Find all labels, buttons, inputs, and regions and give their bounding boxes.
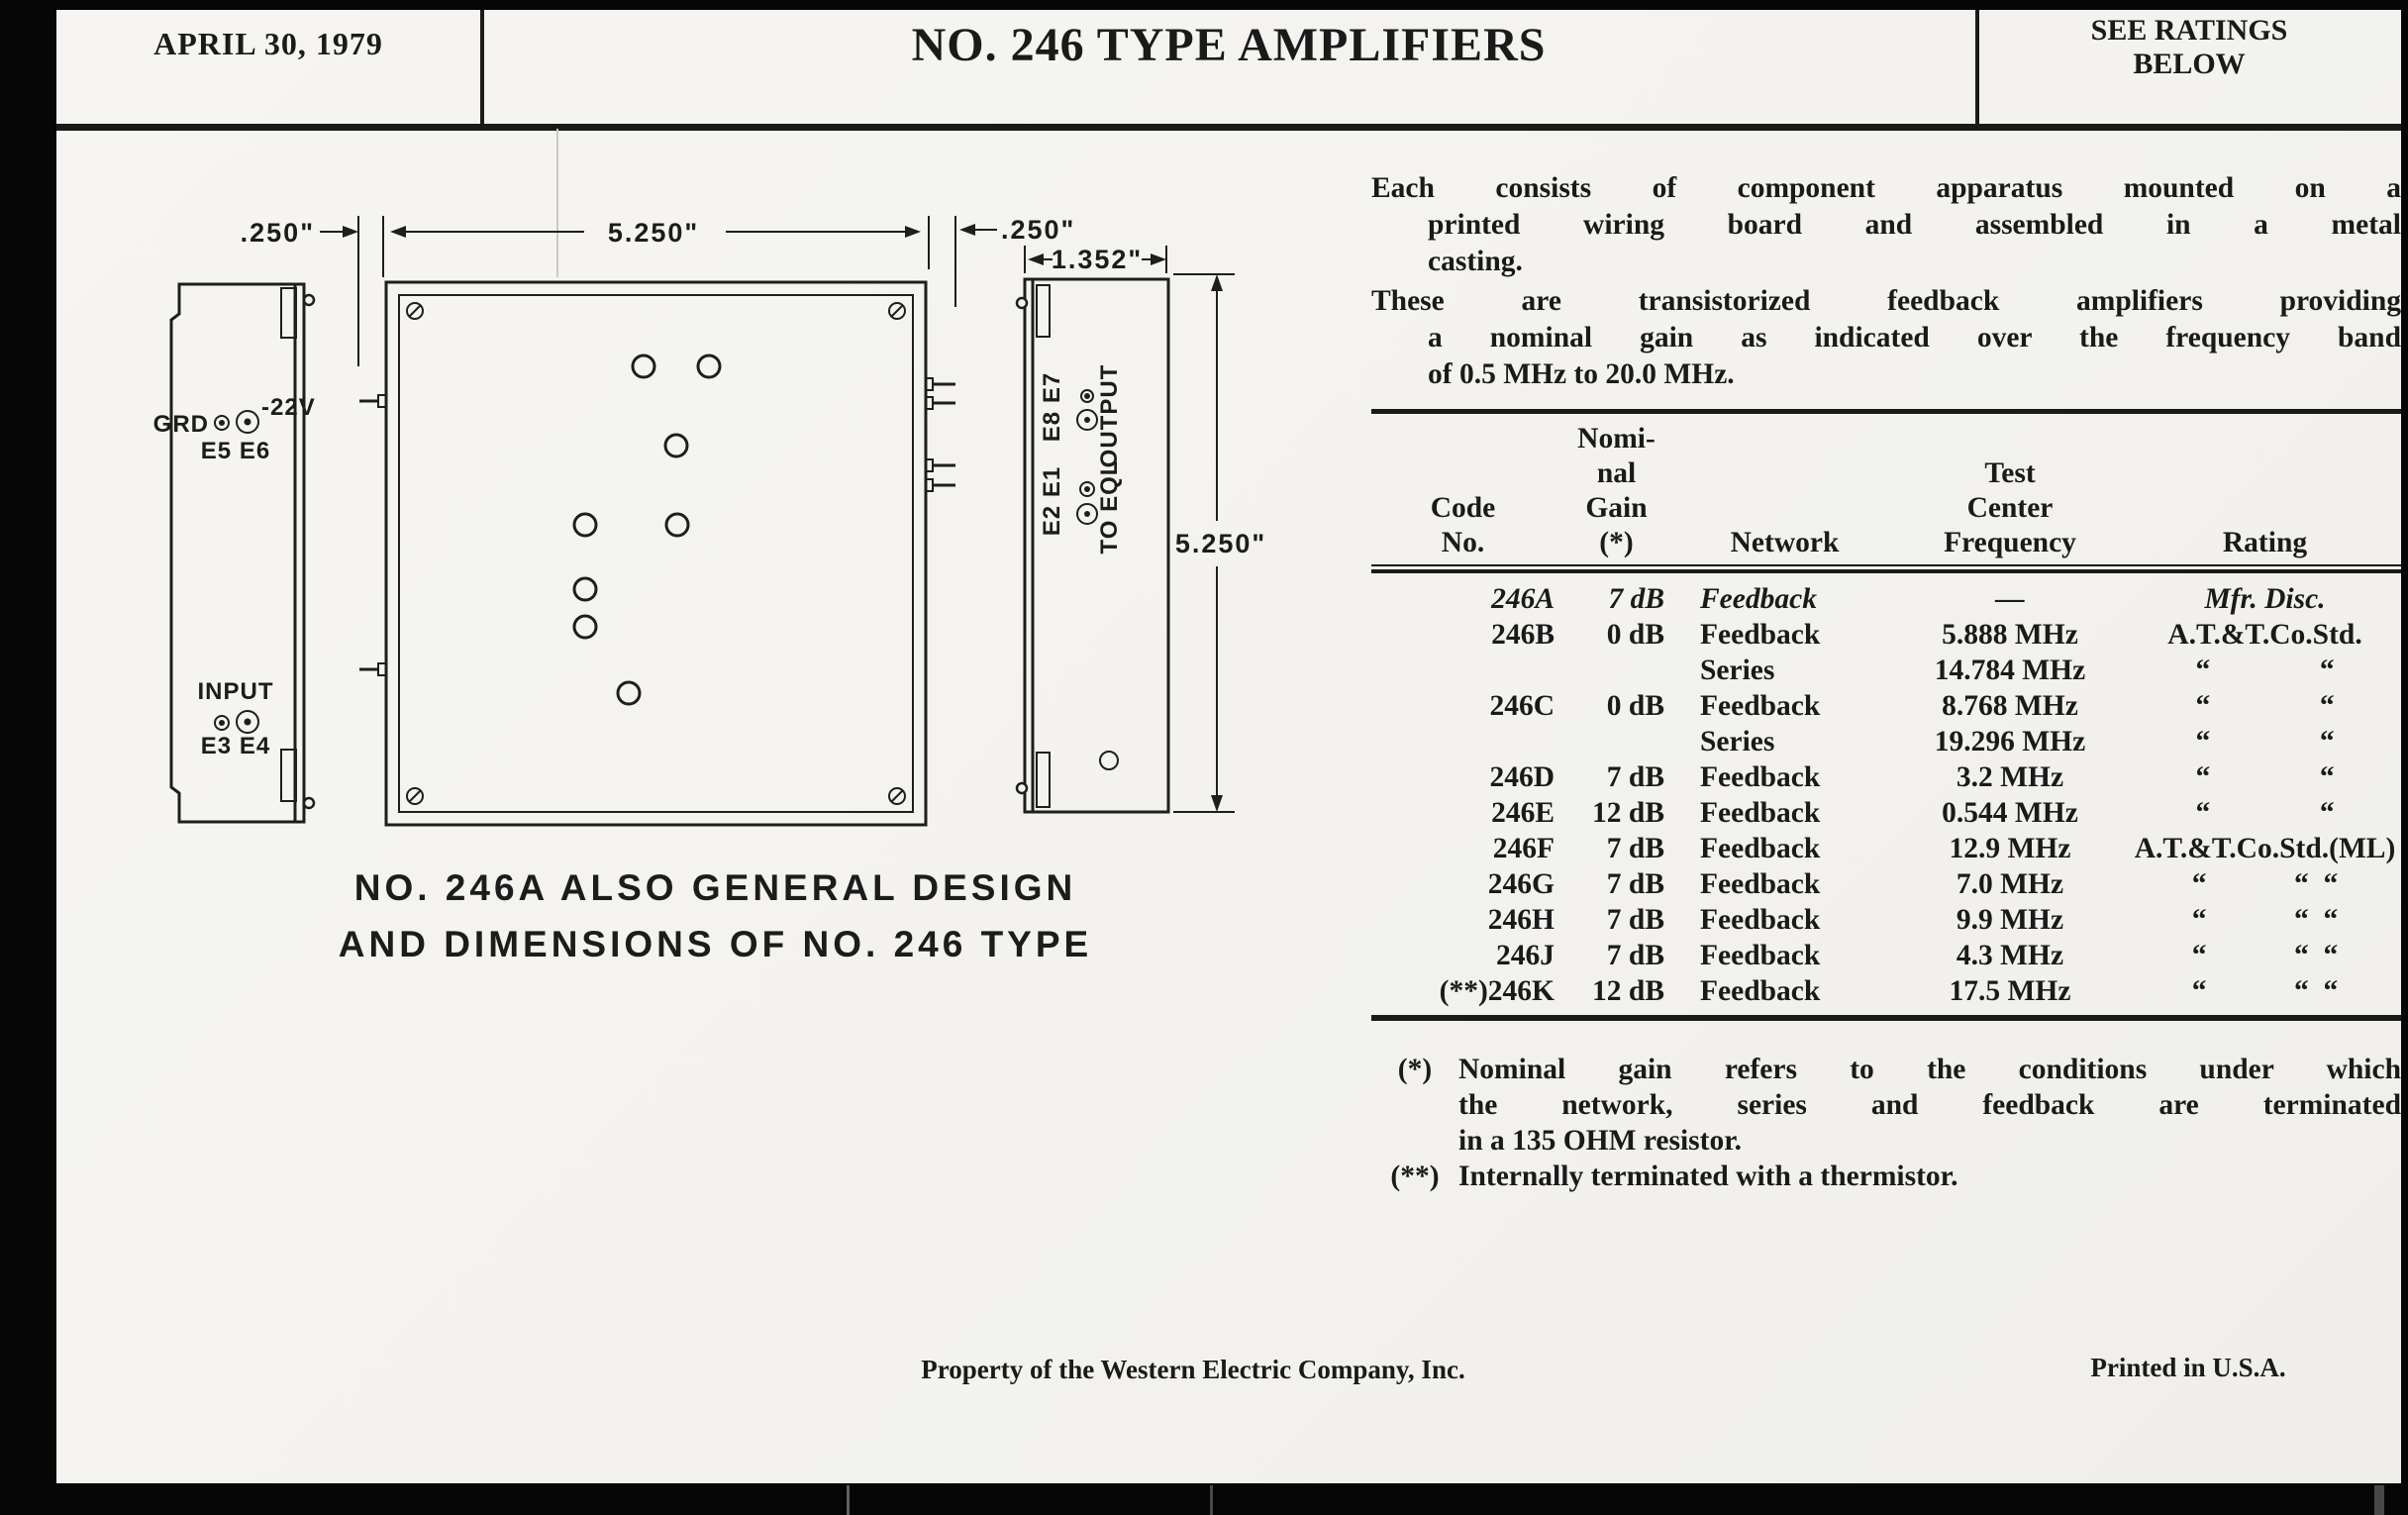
right-edge-pins bbox=[926, 378, 955, 491]
table-row: 246B 0 dB Feedback 5.888 MHz A.T.&T.Co.Std. bbox=[1491, 619, 2362, 651]
table-row: 246C 0 dB Feedback 8.768 MHz “ “ bbox=[1489, 690, 2335, 722]
dim-width: 5.250" bbox=[607, 218, 700, 248]
footnote-line: in a 135 OHM resistor. bbox=[1458, 1125, 1742, 1157]
table-row: 246J 7 dB Feedback 4.3 MHz “ “ “ bbox=[1496, 940, 2339, 971]
e2-e1-label: E2 E1 bbox=[1039, 465, 1065, 537]
header-divider-right bbox=[1975, 10, 1979, 124]
amplifier-drawing bbox=[84, 158, 1282, 842]
side-view-cover-plate bbox=[1025, 279, 1033, 812]
table-row: 246G 7 dB Feedback 7.0 MHz “ “ “ bbox=[1487, 868, 2339, 900]
header-divider-left bbox=[480, 10, 484, 124]
caption-line2: AND DIMENSIONS OF NO. 246 TYPE bbox=[338, 924, 1093, 964]
ratings-note-line1: SEE RATINGS bbox=[2090, 14, 2288, 47]
description-paragraph-2 bbox=[1371, 283, 2401, 393]
paragraph-line: a nominal gain as indicated over the frequency band bbox=[1428, 322, 2401, 354]
dim-gap-right: .250" bbox=[1001, 215, 1076, 245]
voltage-label: -22V bbox=[261, 394, 316, 421]
footnotes bbox=[1371, 1052, 2401, 1194]
header-rule bbox=[56, 124, 2401, 131]
paragraph-line: These are transistorized feedback amplifiers providing bbox=[1371, 285, 2401, 317]
scan-mark bbox=[847, 1485, 850, 1515]
drawing-caption bbox=[267, 859, 1163, 972]
table-row: 246A 7 dB Feedback — Mfr. Disc. bbox=[1491, 583, 2326, 615]
dim-height: 5.250" bbox=[1174, 529, 1267, 558]
left-view-cover-plate bbox=[295, 284, 304, 822]
footnote-star bbox=[1371, 1052, 2401, 1087]
document-date: APRIL 30, 1979 bbox=[153, 26, 383, 61]
left-view-pin-bottom bbox=[304, 798, 314, 808]
e3-e4-label: E3 E4 bbox=[200, 733, 271, 759]
ratings-table bbox=[1371, 409, 2401, 1021]
paragraph-line: printed wiring board and assembled in a metal bbox=[1428, 209, 2401, 241]
input-label: INPUT bbox=[197, 678, 274, 705]
side-view-pin-bottom bbox=[1017, 783, 1027, 793]
table-row: 246F 7 dB Feedback 12.9 MHz A.T.&T.Co.Std.(ML) bbox=[1492, 833, 2396, 864]
side-view-latch-bottom bbox=[1037, 753, 1050, 807]
table-row: 246D 7 dB Feedback 3.2 MHz “ “ bbox=[1489, 761, 2335, 793]
side-view-hole bbox=[1100, 752, 1118, 769]
table-body bbox=[1371, 573, 2401, 1009]
footer-printed-notice: Printed in U.S.A. bbox=[2090, 1353, 2286, 1382]
table-row: Series 14.784 MHz “ “ bbox=[1700, 655, 2335, 686]
table-rule-mid bbox=[1371, 564, 2401, 566]
front-view-inner bbox=[399, 295, 913, 812]
scan-mark bbox=[2374, 1485, 2384, 1515]
ratings-note-line2: BELOW bbox=[2133, 48, 2246, 80]
column-header-code: Code No. bbox=[1430, 492, 1496, 558]
front-view-outer bbox=[386, 282, 926, 825]
corner-screw bbox=[407, 303, 905, 804]
output-label: OUTPUT bbox=[1096, 363, 1123, 468]
footnote-marker: (*) bbox=[1397, 1054, 1433, 1085]
paragraph-line: of 0.5 MHz to 20.0 MHz. bbox=[1428, 358, 1735, 390]
scan-mark bbox=[1210, 1485, 1213, 1515]
footnote-line: the network, series and feedback are terminated bbox=[1458, 1089, 2401, 1121]
ratings-note bbox=[1977, 14, 2401, 81]
footnote-line: Nominal gain refers to the conditions under which bbox=[1458, 1054, 2401, 1085]
side-view-pin-top bbox=[1017, 298, 1027, 308]
to-eql-label: TO EQL bbox=[1096, 459, 1123, 555]
left-edge-pins bbox=[359, 395, 386, 675]
page-title: NO. 246 TYPE AMPLIFIERS bbox=[911, 19, 1547, 71]
footnote-line: Internally terminated with a thermistor. bbox=[1458, 1161, 1958, 1192]
table-row: 246E 12 dB Feedback 0.544 MHz “ “ bbox=[1491, 797, 2335, 829]
table-rule-bottom bbox=[1371, 1015, 2401, 1021]
dim-gap-left: .250" bbox=[240, 218, 315, 248]
column-header-rating: Rating bbox=[2222, 527, 2308, 558]
paragraph-line: casting. bbox=[1428, 246, 1523, 277]
dim-depth: 1.352" bbox=[1051, 245, 1144, 274]
footnote-marker: (**) bbox=[1390, 1161, 1440, 1192]
column-header-frequency: Test Center Frequency bbox=[1944, 457, 2076, 558]
e8-e7-label: E8 E7 bbox=[1039, 371, 1065, 443]
footnote-star bbox=[1371, 1123, 2401, 1159]
column-header-gain: Nomi- nal Gain (*) bbox=[1577, 423, 1656, 558]
footer-property-notice: Property of the Western Electric Company, Inc. bbox=[921, 1355, 1465, 1384]
column-header-network: Network bbox=[1730, 527, 1840, 558]
table-row: 246H 7 dB Feedback 9.9 MHz “ “ “ bbox=[1487, 904, 2339, 936]
paragraph-line: Each consists of component apparatus mounted on a bbox=[1371, 172, 2401, 204]
table-row: (**)246K 12 dB Feedback 17.5 MHz “ “ “ bbox=[1439, 975, 2339, 1007]
description-paragraph-1 bbox=[1371, 170, 2401, 280]
left-view-pin-top bbox=[304, 295, 314, 305]
footnote-double-star bbox=[1371, 1159, 2401, 1194]
footnote-star bbox=[1371, 1087, 2401, 1123]
caption-line1: NO. 246A ALSO GENERAL DESIGN bbox=[353, 867, 1077, 908]
grd-label: GRD bbox=[152, 411, 209, 438]
side-view-latch-top bbox=[1037, 285, 1050, 337]
board-holes bbox=[574, 355, 720, 704]
table-header-row bbox=[1371, 414, 2401, 564]
document-page bbox=[56, 10, 2401, 1483]
table-row: Series 19.296 MHz “ “ bbox=[1700, 726, 2335, 758]
e5-e6-label: E5 E6 bbox=[200, 438, 271, 464]
